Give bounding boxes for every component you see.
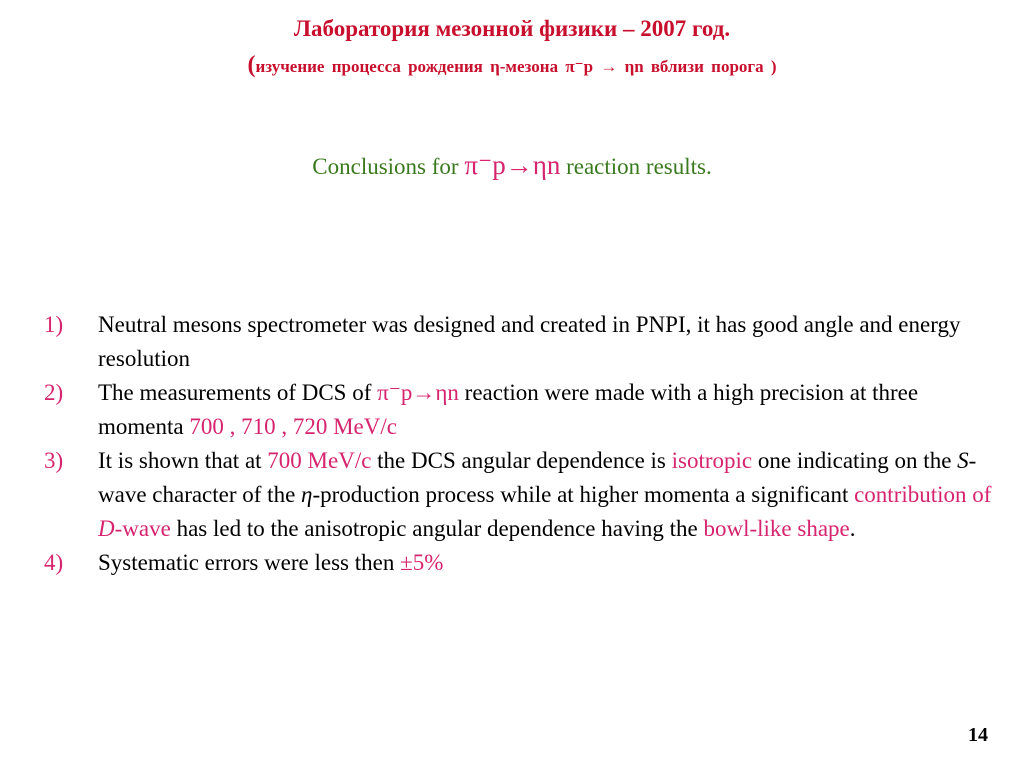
- item-text: [98, 376, 999, 444]
- item-text: [98, 546, 999, 580]
- conclusions-reaction: π⁻p→ηn: [464, 150, 561, 180]
- list-item: [44, 546, 999, 580]
- subtitle-text: изучение процесса рождения η-мезона π⁻p → ηn вблизи порога ): [255, 57, 777, 76]
- slide-subtitle: [0, 52, 1024, 79]
- item-text-part: It is shown that at: [98, 448, 268, 473]
- slide-title: Лаборатория мезонной физики – 2007 год.: [293, 16, 731, 41]
- item-momenta: 700 , 710 , 720 MeV/c: [189, 414, 397, 439]
- list-item: [44, 308, 999, 376]
- item-s-italic: S: [957, 448, 969, 473]
- page-number: 14: [968, 724, 988, 746]
- item-text-part: -wave character of the: [98, 448, 977, 507]
- conclusions-suffix: reaction results.: [560, 154, 712, 179]
- item-text-part: one indicating on the: [752, 448, 958, 473]
- item-d-italic: D: [98, 516, 115, 541]
- item-eta-italic: η: [301, 482, 313, 507]
- item-isotropic: isotropic: [671, 448, 753, 473]
- item-number: 4): [44, 550, 64, 575]
- list-item: [44, 376, 999, 444]
- item-text-part: reaction were made with a high precision at three momenta: [98, 380, 919, 439]
- item-text: Neutral mesons spectrometer was designed and created in PNPI, it has good angle and energy resolution: [98, 312, 961, 371]
- list-item: [44, 444, 999, 546]
- item-momentum: 700 MeV/c: [267, 448, 372, 473]
- item-text-part: has led to the anisotropic angular dependence having the: [170, 516, 704, 541]
- conclusions-prefix: Conclusions for: [312, 154, 465, 179]
- item-number: 3): [44, 448, 64, 473]
- item-number: 2): [44, 380, 64, 405]
- item-error-value: ±5%: [400, 550, 444, 575]
- subtitle-open-paren: (: [247, 52, 256, 78]
- conclusions-heading: [0, 150, 1024, 181]
- item-text-part: Systematic errors were less then: [98, 550, 401, 575]
- item-text-part: -production process while at higher momenta a significant: [312, 482, 855, 507]
- item-bowl-shape: bowl-like shape: [703, 516, 850, 541]
- item-text-part: .: [849, 516, 856, 541]
- item-text-part: the DCS angular dependence is: [371, 448, 672, 473]
- item-contribution: contribution of: [854, 482, 992, 507]
- item-text-part: The measurements of DCS of: [98, 380, 378, 405]
- item-dwave: -wave: [114, 516, 171, 541]
- item-text: [98, 444, 999, 546]
- item-number: 1): [44, 312, 64, 337]
- item-reaction: π⁻p→ηn: [377, 380, 459, 405]
- conclusions-list: [44, 308, 999, 580]
